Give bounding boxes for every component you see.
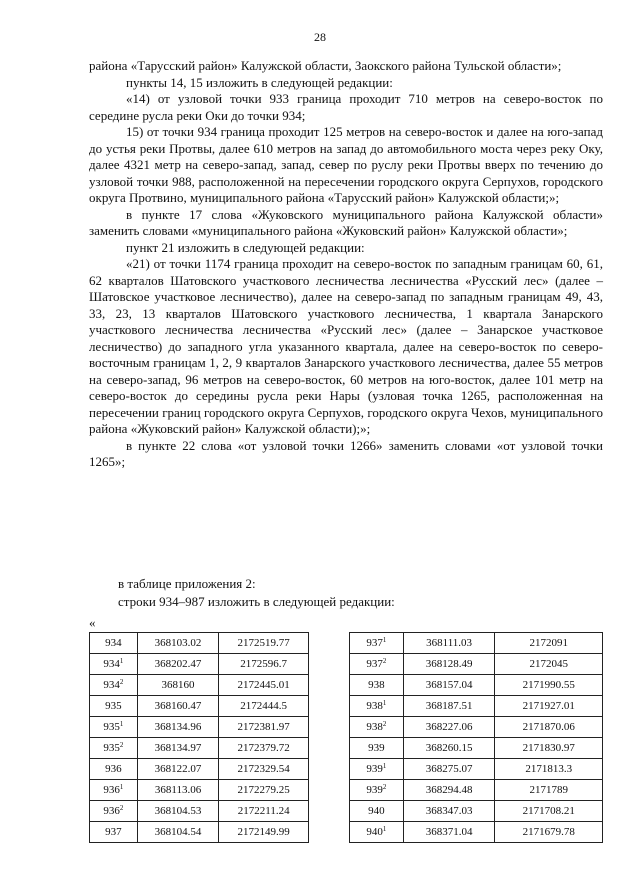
coord-y-cell: 2171927.01 (495, 696, 603, 717)
point-number: 934 (103, 658, 120, 670)
paragraph: 15) от точки 934 граница проходит 125 метров на северо-восток и далее на юго-запад до устья реки Протвы, далее 610 метров на запад до автомобильного моста через реку Оку, далее 4321 метр на северо-запад, запад, север по руслу реки Протвы вверх по течению до узловой точки 988, расположенной на пересечении городского округа Серпухов, городского округа Протвино, муниципального района «Тарусский район» Калужской области;»; (89, 124, 603, 205)
coord-x-cell: 368160.47 (137, 696, 219, 717)
coord-x-cell: 368104.53 (137, 801, 219, 822)
point-number: 937 (105, 826, 122, 838)
coord-y-cell: 2172279.25 (219, 780, 309, 801)
point-cell (350, 654, 404, 675)
point-number: 934 (105, 637, 122, 649)
table-row (90, 738, 309, 759)
coord-x-cell: 368104.54 (137, 822, 219, 843)
point-index: 2 (382, 720, 387, 728)
paragraph: «21) от точки 1174 граница проходит на северо-восток по западным границам 60, 61, 62 кварталов Шатовского участкового лесничества лесничества «Русский лес» (далее – Шатовское участковое лесничество), далее на северо-запад по западным границам 49, 43, 33, 23, 13 кварталов Шатовского участкового лесничества, 1 квартала Занарского участкового лесничества лесничества «Русский лес» (далее – Занарское участковое лесничество) до западного угла указанного квартала, далее на северо-восток по северо-восточным границам 1, 2, 9 кварталов Занарского участкового лесничества, далее 55 метров на северо-запад, 96 метров на северо-восток, 60 метров на юго-восток, далее 101 метр на северо-восток до середины русла реки Нары (узловая точка 1265, расположенная на пересечении границ городского округа Серпухов, городского округа Чехов, муниципального района «Жуковский район» Калужской области);»; (89, 256, 603, 436)
coord-x-cell: 368111.03 (403, 633, 495, 654)
point-cell (90, 822, 138, 843)
coord-y-cell: 2171830.97 (495, 738, 603, 759)
point-number: 935 (103, 742, 120, 754)
coord-x-cell: 368275.07 (403, 759, 495, 780)
coord-y-cell: 2172211.24 (219, 801, 309, 822)
rows-instruction: строки 934–987 изложить в следующей редакции: (118, 594, 395, 609)
appendix-intro-block (89, 575, 603, 611)
table-row (90, 675, 309, 696)
paragraph: в пункте 22 слова «от узловой точки 1266» заменить словами «от узловой точки 1265»; (89, 437, 603, 469)
paragraph: «14) от узловой точки 933 граница проходит 710 метров на северо-восток по середине русла реки Оки до точки 934; (89, 91, 603, 123)
appendix-intro: в таблице приложения 2: (118, 576, 256, 591)
coord-x-cell: 368113.06 (137, 780, 219, 801)
point-number: 940 (366, 826, 383, 838)
point-cell (350, 822, 404, 843)
table-row (350, 633, 603, 654)
coord-y-cell: 2171870.06 (495, 717, 603, 738)
coord-y-cell: 2172381.97 (219, 717, 309, 738)
coord-y-cell: 2171990.55 (495, 675, 603, 696)
paragraph: пункт 21 изложить в следующей редакции: (126, 239, 365, 255)
point-number: 940 (368, 805, 385, 817)
coord-x-cell: 368134.96 (137, 717, 219, 738)
coord-x-cell: 368347.03 (403, 801, 495, 822)
coord-y-cell: 2172519.77 (219, 633, 309, 654)
point-number: 938 (368, 679, 385, 691)
table-row (350, 822, 603, 843)
coord-x-cell: 368122.07 (137, 759, 219, 780)
coord-y-cell: 2172091 (495, 633, 603, 654)
point-number: 936 (105, 763, 122, 775)
coord-x-cell: 368371.04 (403, 822, 495, 843)
coordinates-table-right (349, 632, 603, 843)
coord-y-cell: 2171708.21 (495, 801, 603, 822)
coord-x-cell: 368160 (137, 675, 219, 696)
point-index: 1 (382, 636, 387, 644)
table-row (350, 696, 603, 717)
point-number: 935 (105, 700, 122, 712)
coord-x-cell: 368202.47 (137, 654, 219, 675)
point-index: 2 (382, 783, 387, 791)
point-cell (90, 801, 138, 822)
point-cell (350, 633, 404, 654)
paragraph: района «Тарусский район» Калужской области, Заокского района Тульской области»; (89, 58, 562, 73)
point-cell (90, 717, 138, 738)
table-row (350, 780, 603, 801)
table-row (90, 801, 309, 822)
point-index: 2 (382, 657, 387, 665)
point-cell (350, 738, 404, 759)
point-cell (90, 780, 138, 801)
point-index: 1 (382, 699, 387, 707)
point-cell (350, 759, 404, 780)
point-index: 2 (119, 678, 124, 686)
point-number: 938 (366, 721, 383, 733)
table-row (350, 759, 603, 780)
point-number: 937 (366, 658, 383, 670)
point-cell (350, 780, 404, 801)
point-index: 1 (382, 825, 387, 833)
point-number: 939 (366, 784, 383, 796)
coord-x-cell: 368128.49 (403, 654, 495, 675)
point-number: 936 (103, 784, 120, 796)
point-number: 937 (366, 637, 383, 649)
table-row (90, 633, 309, 654)
coord-y-cell: 2172149.99 (219, 822, 309, 843)
paragraph: в пункте 17 слова «Жуковского муниципального района Калужской области» заменить словами «муниципального района «Жуковский район» Калужской области»; (89, 206, 603, 238)
point-number: 938 (366, 700, 383, 712)
body-text (89, 58, 603, 471)
coord-y-cell: 2172379.72 (219, 738, 309, 759)
point-number: 934 (103, 679, 120, 691)
coord-x-cell: 368227.06 (403, 717, 495, 738)
coord-y-cell: 2172445.01 (219, 675, 309, 696)
coord-x-cell: 368187.51 (403, 696, 495, 717)
point-cell (90, 759, 138, 780)
point-cell (90, 633, 138, 654)
point-index: 2 (119, 804, 124, 812)
coord-y-cell: 2171789 (495, 780, 603, 801)
coord-x-cell: 368157.04 (403, 675, 495, 696)
point-cell (90, 738, 138, 759)
table-row (90, 759, 309, 780)
coord-y-cell: 2172329.54 (219, 759, 309, 780)
point-index: 1 (382, 762, 387, 770)
paragraph: пункты 14, 15 изложить в следующей редакции: (126, 74, 393, 90)
coord-y-cell: 2171679.78 (495, 822, 603, 843)
coord-y-cell: 2172045 (495, 654, 603, 675)
table-row (90, 780, 309, 801)
table-row (350, 801, 603, 822)
table-row (350, 717, 603, 738)
coord-y-cell: 2172596.7 (219, 654, 309, 675)
table-row (350, 738, 603, 759)
table-row (350, 675, 603, 696)
coord-x-cell: 368260.15 (403, 738, 495, 759)
point-number: 939 (368, 742, 385, 754)
point-cell (350, 801, 404, 822)
point-cell (350, 675, 404, 696)
table-row (90, 822, 309, 843)
coordinates-table-left (89, 632, 309, 843)
coord-y-cell: 2171813.3 (495, 759, 603, 780)
point-number: 935 (103, 721, 120, 733)
table-row (350, 654, 603, 675)
point-index: 1 (119, 720, 124, 728)
table-row (90, 717, 309, 738)
coord-y-cell: 2172444.5 (219, 696, 309, 717)
point-cell (350, 696, 404, 717)
page-number: 28 (314, 30, 326, 44)
point-cell (90, 696, 138, 717)
point-cell (90, 675, 138, 696)
coord-x-cell: 368103.02 (137, 633, 219, 654)
point-index: 1 (119, 783, 124, 791)
coord-x-cell: 368294.48 (403, 780, 495, 801)
point-cell (350, 717, 404, 738)
point-cell (90, 654, 138, 675)
point-index: 1 (119, 657, 124, 665)
table-row (90, 654, 309, 675)
point-index: 2 (119, 741, 124, 749)
quote-open: « (89, 615, 96, 630)
point-number: 936 (103, 805, 120, 817)
point-number: 939 (366, 763, 383, 775)
coord-x-cell: 368134.97 (137, 738, 219, 759)
table-row (90, 696, 309, 717)
